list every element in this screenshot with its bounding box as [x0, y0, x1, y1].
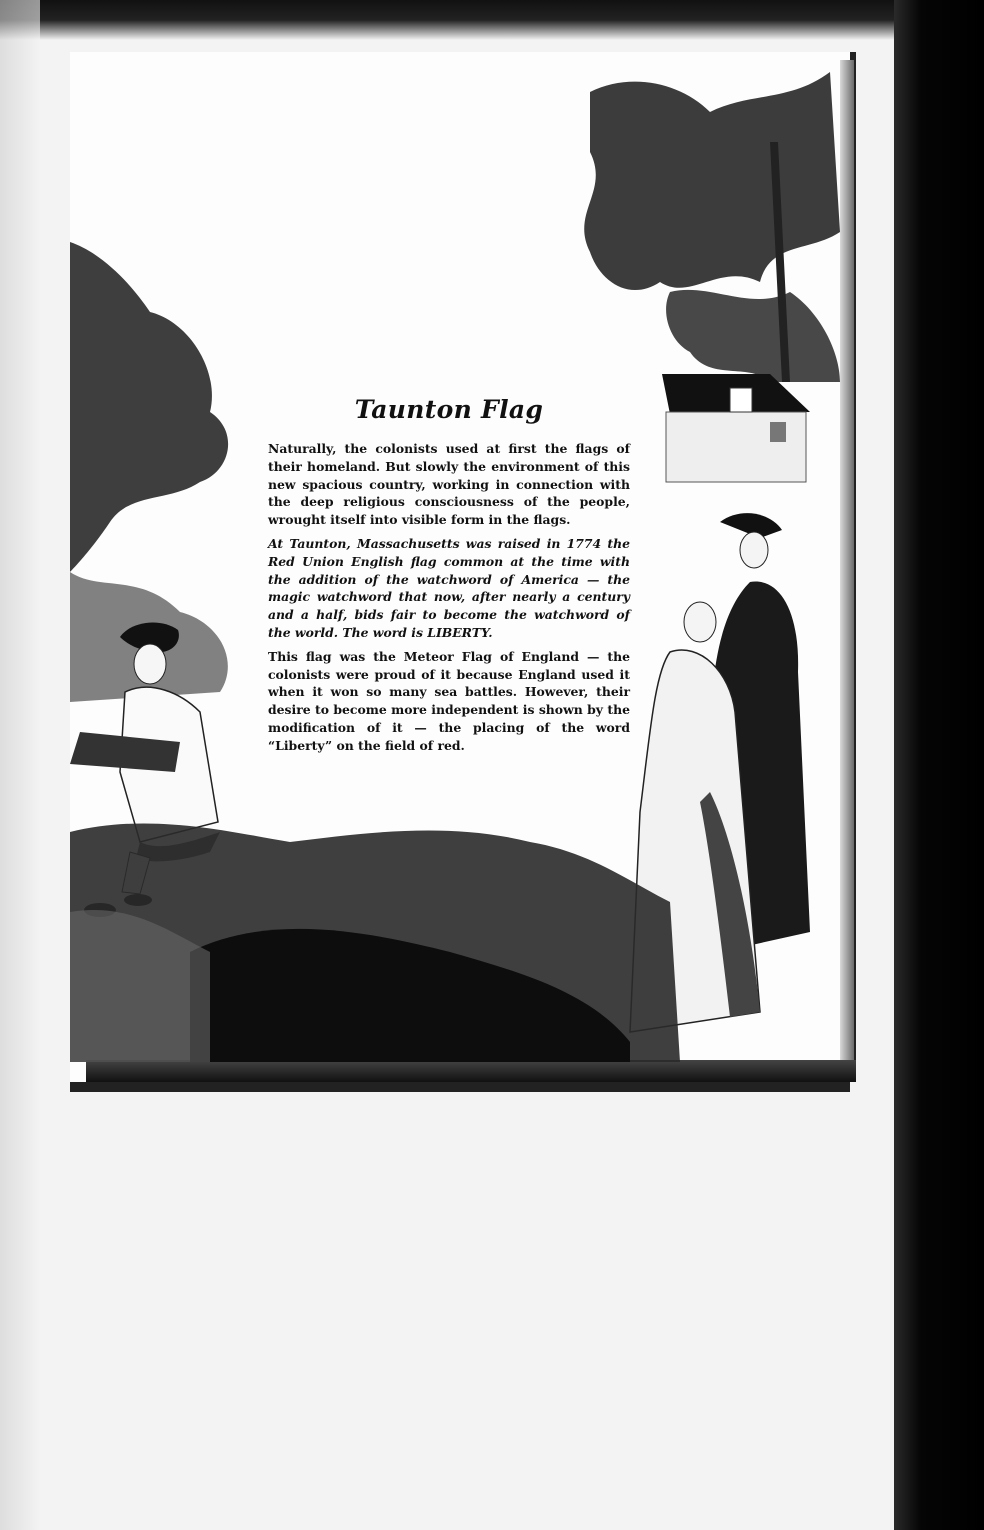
paragraph-taunton: At Taunton, Massachusetts was raised in 1774 the Red Union English flag common at the time with the addition of the watchword of America — the magic watchword that now, after nearly a century and a half, bids fair to become the watchword of the world. The word is LIBERTY.: [268, 535, 630, 640]
scanner-top-edge: [0, 0, 984, 40]
page-bottom-edge: [86, 1060, 856, 1082]
foreground-grass: [70, 823, 680, 1062]
tree-foliage-top-right: [584, 72, 840, 382]
scanner-left-edge: [0, 0, 40, 1530]
article-text-panel: [268, 395, 630, 761]
paragraph-intro: Naturally, the colonists used at first the flags of their homeland. But slowly the environment of this new spacious country, working in connection with the deep religious consciousness of the people, wrought itself into visible form in the flags.: [268, 441, 630, 528]
scanner-right-edge: [894, 0, 984, 1530]
colonial-house: [662, 374, 810, 482]
paragraph-meteor-flag: This flag was the Meteor Flag of England — the colonists were proud of it because England used it when it won so many sea battles. However, their desire to become more independent is shown by the modification of it — the placing of the word “Liberty” on the field of red.: [268, 648, 630, 753]
page-title: Taunton Flag: [354, 395, 544, 424]
